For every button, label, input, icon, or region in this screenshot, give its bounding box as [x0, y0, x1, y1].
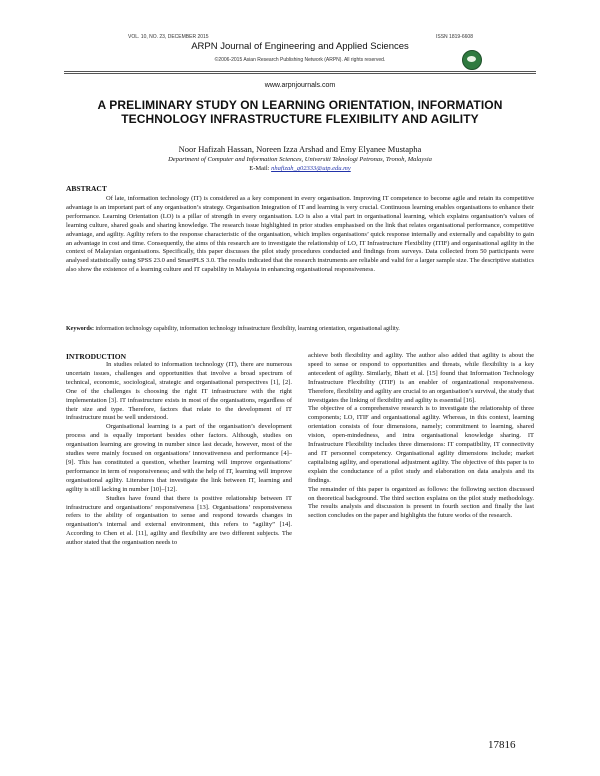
paragraph: The remainder of this paper is organized as follows: the following section discussed on theoretical background. The third section explains on the pilot study methodology. The results analysis and discussion is present in fourth section and finally the last section concludes on the paper and highlights the future works of the research.: [308, 485, 534, 520]
title-line-2: TECHNOLOGY INFRASTRUCTURE FLEXIBILITY AND AGILITY: [121, 112, 479, 126]
keywords: [66, 325, 534, 333]
page-number: 17816: [488, 739, 516, 751]
email-line: [0, 165, 600, 172]
paragraph: achieve both flexibility and agility. The author also added that agility is about the speed to sense or respond to opportunities and threats, while flexibility is a key antecedent of agility. Similarly, Bhatt et al. [15] found that Information Technology Infrastructure Flexibility (ITIF) is an enabler of organizational responsiveness. Therefore, flexibility and agility are crucial to an organisation’s survival, the study that investigates the linking of flexibility and agility is essential [16].: [308, 352, 534, 404]
copyright: ©2006-2015 Asian Research Publishing Network (ARPN). All rights reserved.: [214, 57, 386, 63]
paper-title: [60, 98, 540, 126]
affiliation: Department of Computer and Information Sciences, Universiti Teknologi Petronas, Tronoh, Malaysia: [168, 156, 432, 163]
keywords-label: Keywords:: [66, 326, 94, 332]
email-label: E-Mail:: [249, 165, 270, 172]
email-link[interactable]: nhafizah_g02333@utp.edu.my: [271, 165, 351, 172]
keywords-text: information technology capability, information technology infrastructure flexibility, learning orientation, organisational agility.: [95, 326, 400, 332]
paragraph: In studies related to information technology (IT), there are numerous uncertain issues, challenges and opportunities that involve a broad spectrum of technical, economic, sociological, strategic and organisational perspectives [1], [2]. One of the challenges is choosing the right IT infrastructure with the right implementation [3]. IT infrastructure exists in most of the organisations, regardless of their size and type. Therefore, factors that relate to the development of IT infrastructure must be well understood.: [66, 361, 292, 422]
abstract-heading: ABSTRACT: [66, 184, 107, 193]
journal-name: ARPN Journal of Engineering and Applied Sciences: [191, 41, 409, 52]
abstract-body: [66, 195, 534, 275]
paragraph: Organisational learning is a part of the organisation’s development process and is equally important besides other factors. Although, studies on organisation learning are growing in number since last decade, however, most of the studies were mainly focused on organisations’ innovativeness and performance [4]–[9]. This has constituted a question, whether learning will improve organisations’ performance in term of responsiveness; and with the help of IT, learning will improve organisational agility. Literatures that investigate the link between IT, learning and agility is still lacking in number [10]–[12].: [66, 423, 292, 493]
issn: ISSN 1819-6608: [436, 34, 473, 40]
abstract-text: Of late, information technology (IT) is considered as a key component in every organisation. Improving IT competence to become agile and retain its competitive advantage is an important part of any organisation’s strategy. Organisation Integration of IT and learning is very crucial. Continuous learning enables organisations to enhance their performance. Learning Orientation (LO) is a pillar of strength in every organisation. LO is also a vital part in organisational learning, which explains organisation’s values of learning culture, shared goals and sharing knowledge. The research issue highlighted in prior studies emphasised on the link that relates organisational performance, competitive advantage, and agility. Agility refers to the response characteristic of the organisation, which implies organisations’ quick response internally and externally and capability to gain an advantage in cost and time. Consequently, the aims of this research are to investigate the relationship of LO, IT Infrastructure Flexibility (ITIF) and organisational agility in the context of Malaysian organisations. Specifically, this paper discusses the pilot study procedures conducted and findings from surveys. Data collected from 50 participants were analysed statistically using SPSS 23.0 and SmartPLS 3.0. The results indicated that the research instruments are reliable and valid for a larger sample size. The descriptive statistics also show the existence of a learning culture and IT capability in Malaysia in enhancing organisational responsiveness.: [66, 195, 534, 274]
header-divider: [64, 71, 536, 72]
column-right: [308, 352, 534, 521]
title-line-1: A PRELIMINARY STUDY ON LEARNING ORIENTATION, INFORMATION: [97, 98, 503, 112]
paragraph: Studies have found that there is positive relationship between IT infrastructure and organisations’ responsiveness [13]. Organisations’ responsiveness refers to the ability of organisation to sense and respond towards changes in organisation’s internal and external environment, this refers to “agility” [14]. According to Chen et al. [11], agility and flexibility are two different subjects. The author stated that the organisation needs to: [66, 494, 292, 547]
website-link[interactable]: www.arpnjournals.com: [264, 82, 336, 89]
header-divider-second: [64, 73, 536, 74]
paragraph: The objective of a comprehensive research is to investigate the relationship of three components; LO, ITIF and organisational agility. Whereas, in this context, learning orientation consists of four dimensions, namely; commitment to learning, shared vision, open-mindedness, and intra organisational knowledge sharing. IT Infrastructure Flexibility includes three dimensions: IT compatibility, IT connectivity and IT personnel competency. Organisational agility dimensions include; market capitalising agility, and operational adjustment agility. The objective of this paper is to explain the conductance of a pilot study and elaboration on data analysis and its findings.: [308, 405, 534, 484]
authors: Noor Hafizah Hassan, Noreen Izza Arshad and Emy Elyanee Mustapha: [178, 144, 422, 154]
introduction-heading: INTRODUCTION: [66, 352, 127, 361]
column-left: [66, 361, 292, 548]
volume-info: VOL. 10, NO. 23, DECEMBER 2015: [128, 34, 209, 40]
